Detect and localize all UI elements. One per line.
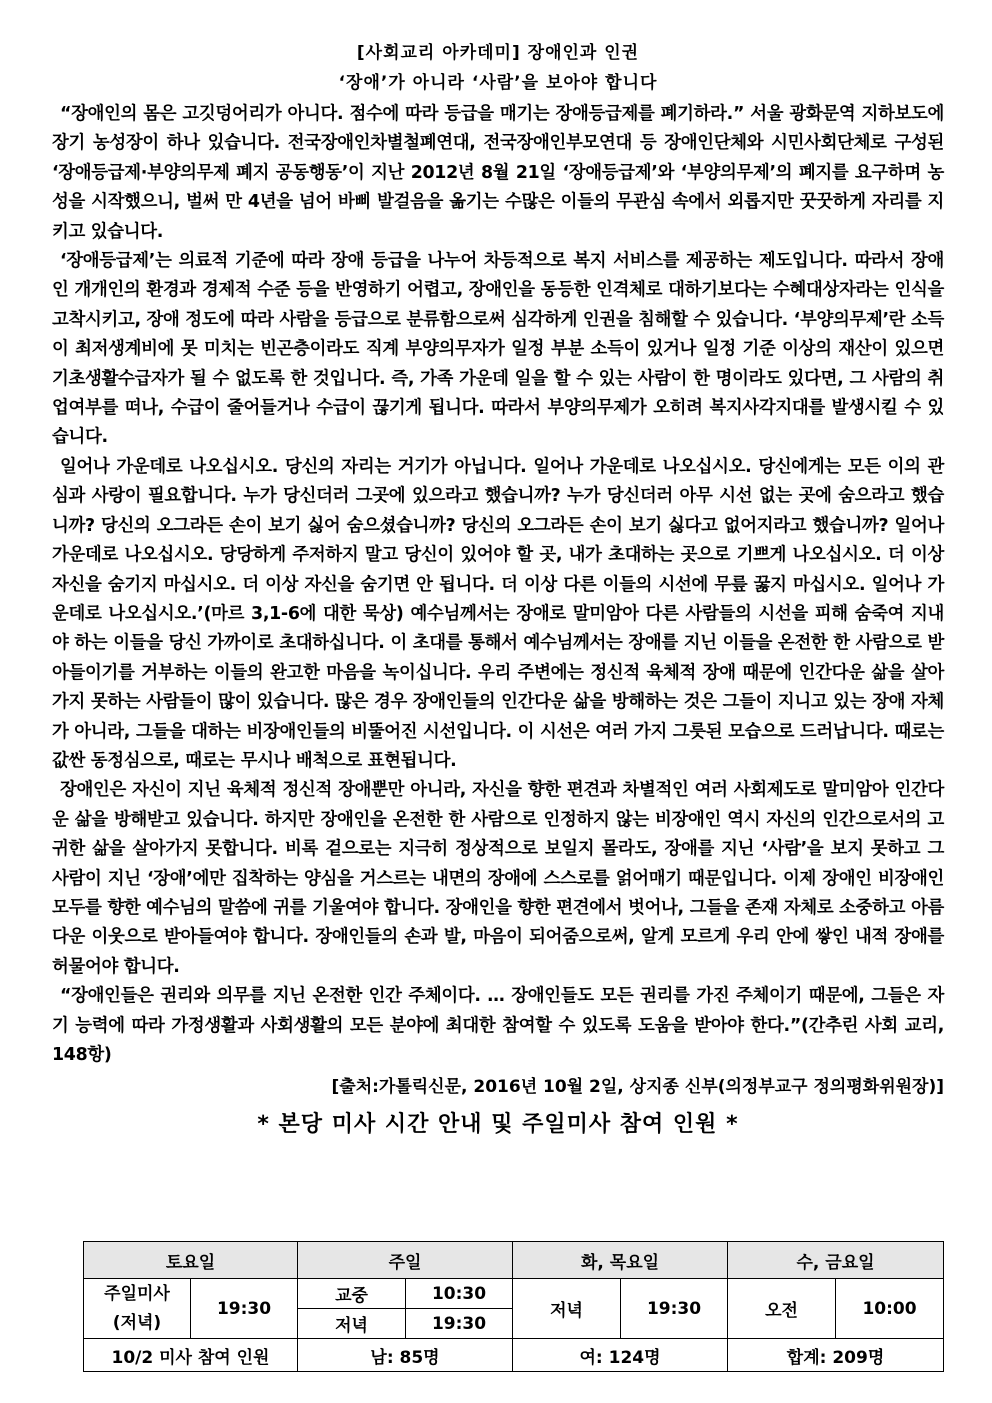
wed-fri-label: 오전 xyxy=(728,1279,836,1339)
saturday-label-cell xyxy=(84,1279,191,1339)
article-subtitle: ‘장애’가 아니라 ‘사람’을 보아야 합니다 xyxy=(338,73,658,93)
document-page xyxy=(52,38,944,1142)
saturday-label-line-1: 주일미사 xyxy=(104,1283,170,1304)
attendance-male: 남: 85명 xyxy=(298,1339,513,1372)
wed-fri-time: 10:00 xyxy=(836,1279,944,1339)
schedule-header-row xyxy=(84,1242,944,1279)
header-sunday: 주일 xyxy=(298,1242,513,1279)
article-title: [사회교리 아카데미] 장애인과 인권 xyxy=(356,43,640,63)
sunday-time-evening: 19:30 xyxy=(406,1309,513,1339)
sunday-time-main: 10:30 xyxy=(406,1279,513,1309)
sunday-label-evening: 저녁 xyxy=(298,1309,406,1339)
article-source: [출처:가톨릭신문, 2016년 10월 2일, 상지종 신부(의정부교구 정의평화위원장)] xyxy=(331,1077,944,1098)
tue-thu-label: 저녁 xyxy=(513,1279,621,1339)
article-paragraph-1: “장애인의 몸은 고깃덩어리가 아니다. 점수에 따라 등급을 매기는 장애등급제를 폐기하라.” 서울 광화문역 지하보도에 장기 농성장이 하나 있습니다. 전국장애인차별철폐연대, 전국장애인부모연대 등 장애인단체와 시민사회단체로 구성된 ‘장애등급제·부양의무제 폐지 공동행동’이 지난 2012년 8월 21일 ‘장애등급제’와 ‘부양의무제’의 폐지를 요구하며 농성을 시작했으니, 벌써 만 4년을 넘어 바삐 발걸음을 옮기는 수많은 이들의 무관심 속에서 외롭지만 꿋꿋하게 자리를 지키고 있습니다. xyxy=(52,104,944,242)
header-saturday: 토요일 xyxy=(84,1242,298,1279)
saturday-time: 19:30 xyxy=(191,1279,298,1339)
mass-schedule-table xyxy=(83,1241,944,1372)
article-paragraph-3: 일어나 가운데로 나오십시오. 당신의 자리는 거기가 아닙니다. 일어나 가운데로 나오십시오. 당신에게는 모든 이의 관심과 사랑이 필요합니다. 누가 당신더러 그곳에 있으라고 했습니까? 누가 당신더러 아무 시선 없는 곳에 숨으라고 했습니까? 당신의 오그라든 손이 보기 싫어 숨으셨습니까? 당신의 오그라든 손이 보기 싫다고 없어지라고 했습니까? 일어나 가운데로 나오십시오. 당당하게 주저하지 말고 당신이 있어야 할 곳, 내가 초대하는 곳으로 기쁘게 나오십시오. 더 이상 자신을 숨기지 마십시오. 더 이상 자신을 숨기면 안 됩니다. 더 이상 다른 이들의 시선에 무릎 꿇지 마십시오. 일어나 가운데로 나오십시오.’(마르 3,1-6에 대한 묵상) 예수님께서는 장애로 말미암아 다른 사람들의 시선을 피해 숨죽여 지내야 하는 이들을 당신 가까이로 초대하십니다. 이 초대를 통해서 예수님께서는 장애를 지닌 이들을 온전한 한 사람으로 받아들이기를 거부하는 이들의 완고한 마음을 녹이십니다. 우리 주변에는 정신적 육체적 장애 때문에 인간다운 삶을 살아가지 못하는 사람들이 많이 있습니다. 많은 경우 장애인들의 인간다운 삶을 방해하는 것은 그들이 지니고 있는 장애 자체가 아니라, 그들을 대하는 비장애인들의 비뚤어진 시선입니다. 이 시선은 여러 가지 그릇된 모습으로 드러납니다. 때로는 값싼 동정심으로, 때로는 무시나 배척으로 표현됩니다. xyxy=(52,456,944,771)
tue-thu-time: 19:30 xyxy=(621,1279,728,1339)
attendance-female: 여: 124명 xyxy=(513,1339,728,1372)
attendance-row xyxy=(84,1339,944,1372)
schedule-row xyxy=(84,1279,944,1309)
mass-schedule-heading: * 본당 미사 시간 안내 및 주일미사 참여 인원 * xyxy=(257,1112,739,1138)
article-paragraph-5: “장애인들은 권리와 의무를 지닌 온전한 인간 주체이다. … 장애인들도 모든 권리를 가진 주체이기 때문에, 그들은 자기 능력에 따라 가정생활과 사회생활의 모든 분야에 최대한 참여할 수 있도록 도움을 받아야 한다.”(간추린 사회 교리, 148항) xyxy=(52,986,944,1065)
header-wed-fri: 수, 금요일 xyxy=(728,1242,944,1279)
article-paragraph-2: ‘장애등급제’는 의료적 기준에 따라 장애 등급을 나누어 차등적으로 복지 서비스를 제공하는 제도입니다. 따라서 장애인 개개인의 환경과 경제적 수준 등을 반영하기 어렵고, 장애인을 동등한 인격체로 대하기보다는 수혜대상자라는 인식을 고착시키고, 장애 정도에 따라 사람을 등급으로 분류함으로써 심각하게 인권을 침해할 수 있습니다. ‘부양의무제’란 소득이 최저생계비에 못 미치는 빈곤층이라도 직계 부양의무자가 일정 부분 소득이 있거나 일정 기준 이상의 재산이 있으면 기초생활수급자가 될 수 없도록 한 것입니다. 즉, 가족 가운데 일을 할 수 있는 사람이 한 명이라도 있다면, 그 사람의 취업여부를 떠나, 수급이 줄어들거나 수급이 끊기게 됩니다. 따라서 부양의무제가 오히려 복지사각지대를 발생시킬 수 있습니다. xyxy=(52,251,945,448)
attendance-total: 합계: 209명 xyxy=(728,1339,944,1372)
attendance-label: 10/2 미사 참여 인원 xyxy=(84,1339,298,1372)
saturday-label-line-2: (저녁) xyxy=(112,1312,162,1333)
article-paragraph-4: 장애인은 자신이 지닌 육체적 정신적 장애뿐만 아니라, 자신을 향한 편견과 차별적인 여러 사회제도로 말미암아 인간다운 삶을 방해받고 있습니다. 하지만 장애인을 온전한 한 사람으로 인정하지 않는 비장애인 역시 자신의 인간으로서의 고귀한 삶을 살아가지 못합니다. 비록 겉으로는 지극히 정상적으로 보일지 몰라도, 장애를 지닌 ‘사람’을 보지 못하고 그 사람이 지닌 ‘장애’에만 집착하는 양심을 거스르는 내면의 장애에 스스로를 얽어매기 때문입니다. 이제 장애인 비장애인 모두를 향한 예수님의 말씀에 귀를 기울여야 합니다. 장애인을 향한 편견에서 벗어나, 그들을 존재 자체로 소중하고 아름다운 이웃으로 받아들여야 합니다. 장애인들의 손과 발, 마음이 되어줌으로써, 알게 모르게 우리 안에 쌓인 내적 장애를 허물어야 합니다. xyxy=(52,780,944,977)
header-tue-thu: 화, 목요일 xyxy=(513,1242,728,1279)
sunday-label-main: 교중 xyxy=(298,1279,406,1309)
